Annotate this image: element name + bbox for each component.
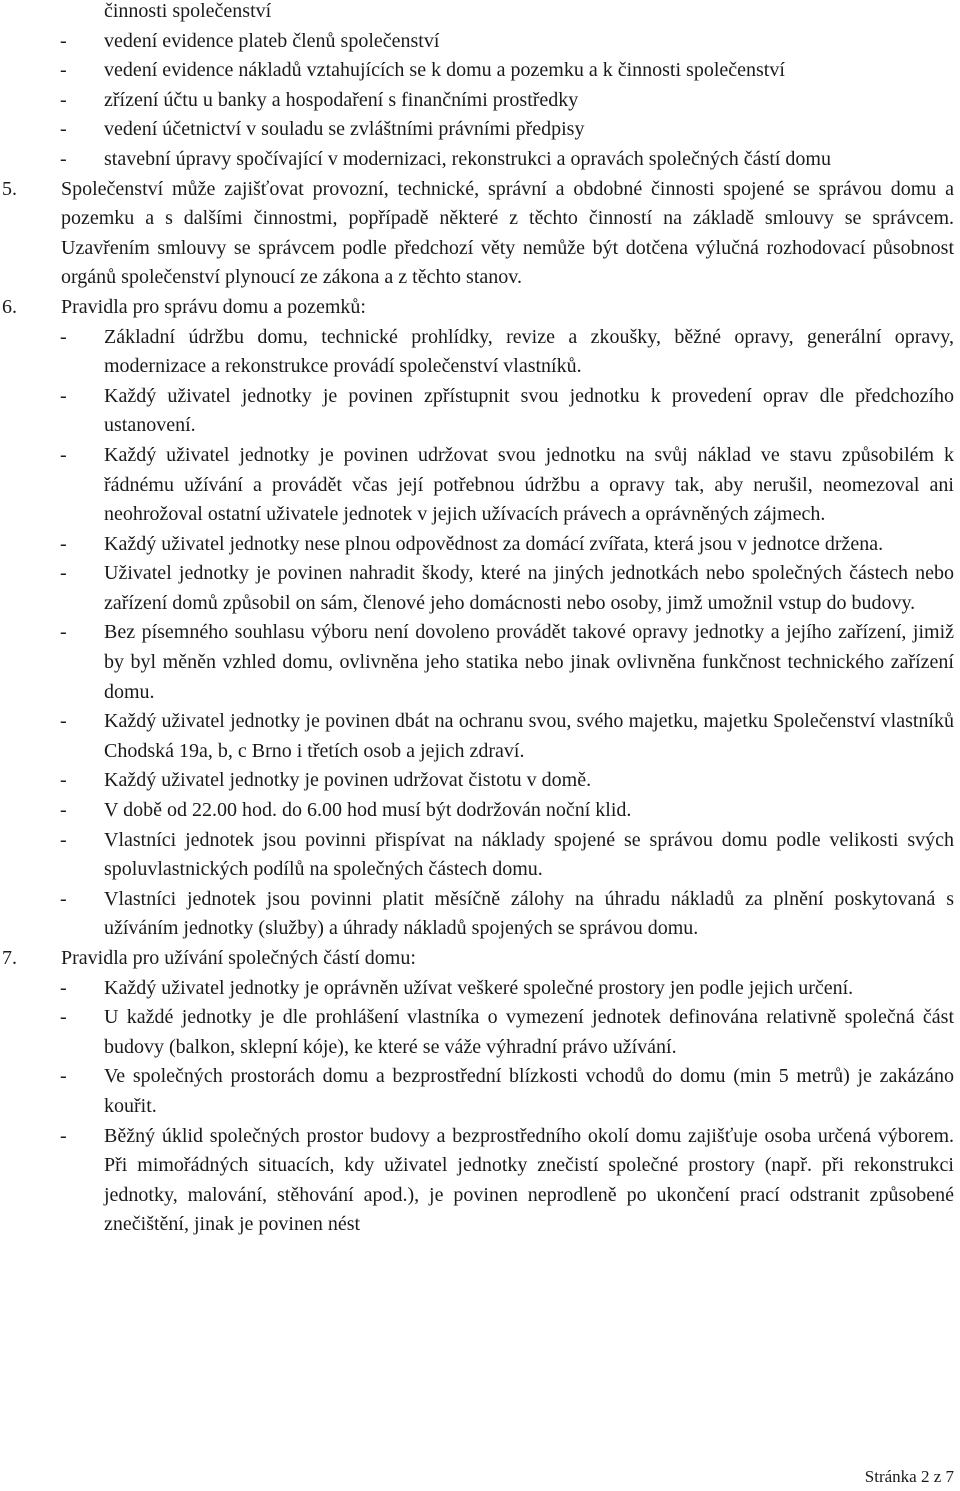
list-item (0, 707, 960, 766)
list-item (0, 27, 960, 57)
list-item (0, 1062, 960, 1121)
list-item (0, 530, 960, 560)
section-heading: Pravidla pro užívání společných částí domu: (61, 947, 416, 969)
list-item-text: vedení evidence plateb členů společenství (104, 29, 440, 52)
section-heading-row (0, 293, 960, 323)
list-item (0, 796, 960, 826)
list-item-text: Vlastníci jednotek jsou povinni platit měsíčně zálohy na úhradu nákladů za plnění poskytovaná s užíváním jednotky (služby) a úhrady nákladů spojených se správou domu. (104, 887, 954, 940)
list-item (0, 618, 960, 707)
list-item-text: stavební úpravy spočívající v modernizaci, rekonstrukci a opravách společných částí domu (104, 147, 831, 170)
list-item-text: Vlastníci jednotek jsou povinni přispívat na náklady spojené se správou domu podle velikosti svých spoluvlastnických podílů na společných částech domu. (104, 828, 954, 881)
list-dash: - (60, 443, 67, 466)
list-dash: - (60, 29, 67, 52)
section-number: 7. (2, 947, 17, 969)
continuation-line: činnosti společenství (104, 0, 272, 22)
list-dash: - (60, 118, 67, 141)
list-item (0, 885, 960, 944)
page-number-footer: Stránka 2 z 7 (864, 1467, 954, 1486)
list-dash: - (60, 769, 67, 792)
section-number: 6. (2, 295, 17, 318)
list-item-text: Každý uživatel jednotky je povinen dbát na ochranu svou, svého majetku, majetku Společenství vlastníků Chodská 19a, b, c Brno i třetích osob a jejich zdraví. (104, 710, 954, 762)
list-dash: - (60, 887, 67, 910)
list-item-text: U každé jednotky je dle prohlášení vlastníka o vymezení jednotek definována relativně společná část budovy (balkon, sklepní kóje), ke které se váže výhradní právo užívání. (104, 1006, 954, 1058)
list-dash: - (60, 799, 67, 822)
list-dash: - (60, 384, 67, 407)
list-dash: - (60, 1065, 67, 1088)
list-item (0, 115, 960, 145)
list-item-text: Každý uživatel jednotky je povinen udržovat svou jednotku na svůj náklad ve stavu způsobilém k řádnému užívání a provádět včas její potřebnou údržbu a opravy tak, aby nerušil, neomezoval ani neohrožoval ostatní uživatele jednotek v jejich užívacích právech a oprávněných zájmech. (104, 443, 954, 526)
list-item-text: vedení účetnictví v souladu se zvláštními právními předpisy (104, 118, 585, 141)
list-dash: - (60, 147, 67, 170)
list-item (0, 974, 960, 1004)
list-dash: - (60, 828, 67, 851)
list-item (0, 56, 960, 86)
list-item (0, 441, 960, 530)
list-item-text: Základní údržbu domu, technické prohlídky, revize a zkoušky, běžné opravy, generální opravy, modernizace a rekonstrukce provádí společenství vlastníků. (104, 325, 954, 378)
list-item-text: Každý uživatel jednotky je povinen udržovat čistotu v domě. (104, 769, 592, 792)
list-dash: - (60, 710, 67, 733)
list-item-text: Ve společných prostorách domu a bezprostřední blízkosti vchodů do domu (min 5 metrů) je zakázáno kouřit. (104, 1065, 954, 1117)
list-item-text: Každý uživatel jednotky nese plnou odpovědnost za domácí zvířata, která jsou v jednotce držena. (104, 532, 884, 555)
list-dash: - (60, 532, 67, 555)
list-item-text: Každý uživatel jednotky je povinen zpřístupnit svou jednotku k provedení oprav dle předchozího ustanovení. (104, 384, 954, 437)
list-item (0, 1003, 960, 1062)
list-item (0, 766, 960, 796)
list-item-text: vedení evidence nákladů vztahujících se k domu a pozemku a k činnosti společenství (104, 59, 785, 82)
list-item (0, 559, 960, 618)
list-dash: - (60, 88, 67, 111)
section-7 (0, 944, 960, 1240)
list-dash: - (60, 1124, 67, 1147)
section-6 (0, 293, 960, 944)
list-item (0, 826, 960, 885)
section-paragraph (0, 175, 960, 293)
list-item (0, 86, 960, 116)
list-item (0, 145, 960, 175)
list-dash: - (60, 59, 67, 82)
list-item (0, 323, 960, 382)
list-item (0, 1122, 960, 1240)
list-item-text: Běžný úklid společných prostor budovy a bezprostředního okolí domu zajišťuje osoba určená výborem. Při mimořádných situacích, kdy uživatel jednotky znečistí společné prostory (např. při rekonstrukci jednotky, malování, stěhování apod.), je povinen neprodleně po ukončení prací odstranit způsobené znečištění, jinak je povinen nést (104, 1124, 954, 1236)
list-item-text: Uživatel jednotky je povinen nahradit škody, které na jiných jednotkách nebo společných částech nebo zařízení domů způsobil on sám, členové jeho domácnosti nebo osoby, jimž umožnil vstup do budovy. (104, 562, 954, 614)
list-item-text: zřízení účtu u banky a hospodaření s finančními prostředky (104, 88, 579, 111)
list-dash: - (60, 562, 67, 585)
section-heading: Pravidla pro správu domu a pozemků: (61, 295, 366, 318)
section-5 (0, 175, 960, 293)
section-text: Společenství může zajišťovat provozní, technické, správní a obdobné činnosti spojené se správou domu a pozemku a s dalšími činnostmi, popřípadě některé z těchto činností na základě smlouvy se správcem. Uzavřením smlouvy se správcem podle předchozí věty nemůže být dotčena výlučná rozhodovací působnost orgánů společenství plynoucí ze zákona a z těchto stanov. (61, 177, 954, 289)
list-dash: - (60, 325, 67, 348)
section-number: 5. (2, 177, 17, 200)
list-dash: - (60, 621, 67, 644)
section-heading-row (0, 944, 960, 974)
list-item-text: Bez písemného souhlasu výboru není dovoleno provádět takové opravy jednotky a jejího zařízení, jimiž by byl měněn vzhled domu, ovlivněna jeho statika nebo jinak ovlivněna funkčnost technického zařízení domu. (104, 621, 954, 703)
top-list (0, 27, 960, 175)
list-dash: - (60, 976, 67, 999)
list-item (0, 382, 960, 441)
list-item-text: V době od 22.00 hod. do 6.00 hod musí být dodržován noční klid. (104, 799, 632, 822)
list-item-text: Každý uživatel jednotky je oprávněn užívat veškeré společné prostory jen podle jejich určení. (104, 976, 854, 999)
list-dash: - (60, 1006, 67, 1029)
